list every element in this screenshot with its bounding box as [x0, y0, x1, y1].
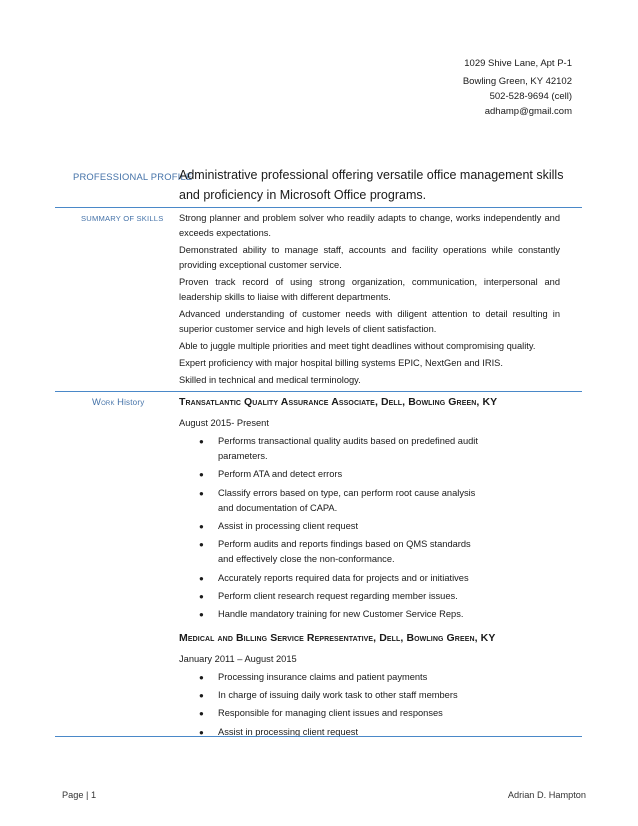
list-item — [179, 467, 488, 482]
profile-text: Administrative professional offering versatile office management skills and proficiency in Microsoft Office programs. — [179, 168, 564, 202]
job-title: Medical and Billing Service Representative, Dell, Bowling Green, KY — [179, 632, 496, 644]
list-item — [179, 706, 488, 721]
section-divider — [55, 736, 582, 737]
bullet-icon: ● — [199, 437, 204, 446]
work-label-initial: H — [117, 396, 125, 407]
work-label-part: ork — [101, 398, 118, 407]
bullet-icon: ● — [199, 488, 204, 498]
footer-page-number: Page | 1 — [62, 790, 97, 800]
section-label-skills — [81, 214, 163, 223]
bullet-text: Accurately reports required data for projects and or initiatives — [218, 572, 469, 583]
bullet-text: Performs transactional quality audits based on predefined audit parameters. — [218, 436, 478, 462]
bullet-icon: ● — [199, 573, 204, 583]
job-bullets — [179, 434, 579, 622]
bullet-icon: ● — [199, 691, 204, 701]
list-item — [179, 670, 488, 685]
work-label-part: istory — [124, 398, 145, 407]
list-item — [179, 434, 488, 464]
bullet-text: In charge of issuing daily work task to other staff members — [218, 690, 458, 701]
bullet-icon: ● — [199, 673, 204, 682]
bullet-icon: ● — [199, 470, 204, 480]
phone: 502-528-9694 (cell) — [489, 91, 572, 102]
bullet-icon: ● — [199, 540, 204, 550]
list-item — [179, 607, 488, 622]
section-divider — [55, 391, 582, 392]
profile-label-text: PROFESSIONAL PROFILE — [73, 171, 193, 182]
job-entry — [179, 632, 579, 743]
list-item — [179, 486, 488, 516]
bullet-text: Assist in processing client request — [218, 726, 359, 737]
section-label-profile — [73, 171, 192, 182]
skill-item: Strong planner and problem solver who readily adapts to change, works independently and exceeds expectations. — [179, 213, 560, 238]
job-title: Transatlantic Quality Assurance Associate, Dell, Bowling Green, KY — [179, 396, 498, 408]
list-item — [179, 537, 488, 567]
bullet-text: Perform ATA and detect errors — [218, 469, 343, 480]
bullet-icon: ● — [199, 727, 204, 737]
job-date: January 2011 – August 2015 — [179, 654, 297, 664]
bullet-text: Responsible for managing client issues and responses — [218, 708, 443, 719]
skill-item: Skilled in technical and medical terminology. — [179, 375, 361, 385]
skill-item: Demonstrated ability to manage staff, accounts and facility operations while constantly providing exceptional customer service. — [179, 245, 560, 270]
contact-block — [463, 56, 572, 119]
bullet-text: Handle mandatory training for new Customer Service Reps. — [218, 609, 464, 620]
email: adhamp@gmail.com — [484, 106, 572, 117]
skill-item: Expert proficiency with major hospital billing systems EPIC, NextGen and IRIS. — [179, 358, 503, 368]
skills-label-text: SUMMARY OF SKILLS — [81, 214, 164, 223]
job-date: August 2015- Present — [179, 418, 269, 428]
job-bullets — [179, 670, 579, 740]
skill-item: Able to juggle multiple priorities and meet tight deadlines without compromising quality. — [179, 341, 536, 351]
bullet-icon: ● — [199, 591, 204, 601]
list-item — [179, 519, 488, 534]
list-item — [179, 571, 488, 586]
work-label-initial: W — [92, 396, 102, 407]
skill-item: Proven track record of using strong organization, communication, interpersonal and leadership skills to liaise with different departments. — [179, 277, 560, 302]
bullet-icon: ● — [199, 709, 204, 719]
footer-name: Adrian D. Hampton — [507, 790, 586, 800]
bullet-text: Perform client research request regarding member issues. — [218, 590, 458, 601]
skill-item: Advanced understanding of customer needs with diligent attention to detail resulting in superior customer service and high levels of client satisfaction. — [179, 309, 560, 334]
job-entry — [179, 396, 579, 625]
bullet-text: Perform audits and reports findings based on QMS standards and effectively close the non-conformance. — [218, 539, 471, 565]
address-line-1: 1029 Shive Lane, Apt P-1 — [464, 58, 572, 69]
bullet-text: Classify errors based on type, can perform root cause analysis and documentation of CAPA. — [218, 487, 476, 513]
bullet-text: Processing insurance claims and patient payments — [218, 672, 428, 682]
section-divider — [55, 207, 582, 208]
bullet-icon: ● — [199, 522, 204, 532]
list-item — [179, 688, 488, 703]
section-label-work — [92, 396, 144, 407]
skills-list — [179, 211, 560, 390]
bullet-icon: ● — [199, 610, 204, 620]
list-item — [179, 725, 488, 740]
address-line-2: Bowling Green, KY 42102 — [462, 76, 572, 87]
list-item — [179, 589, 488, 604]
bullet-text: Assist in processing client request — [218, 521, 359, 532]
